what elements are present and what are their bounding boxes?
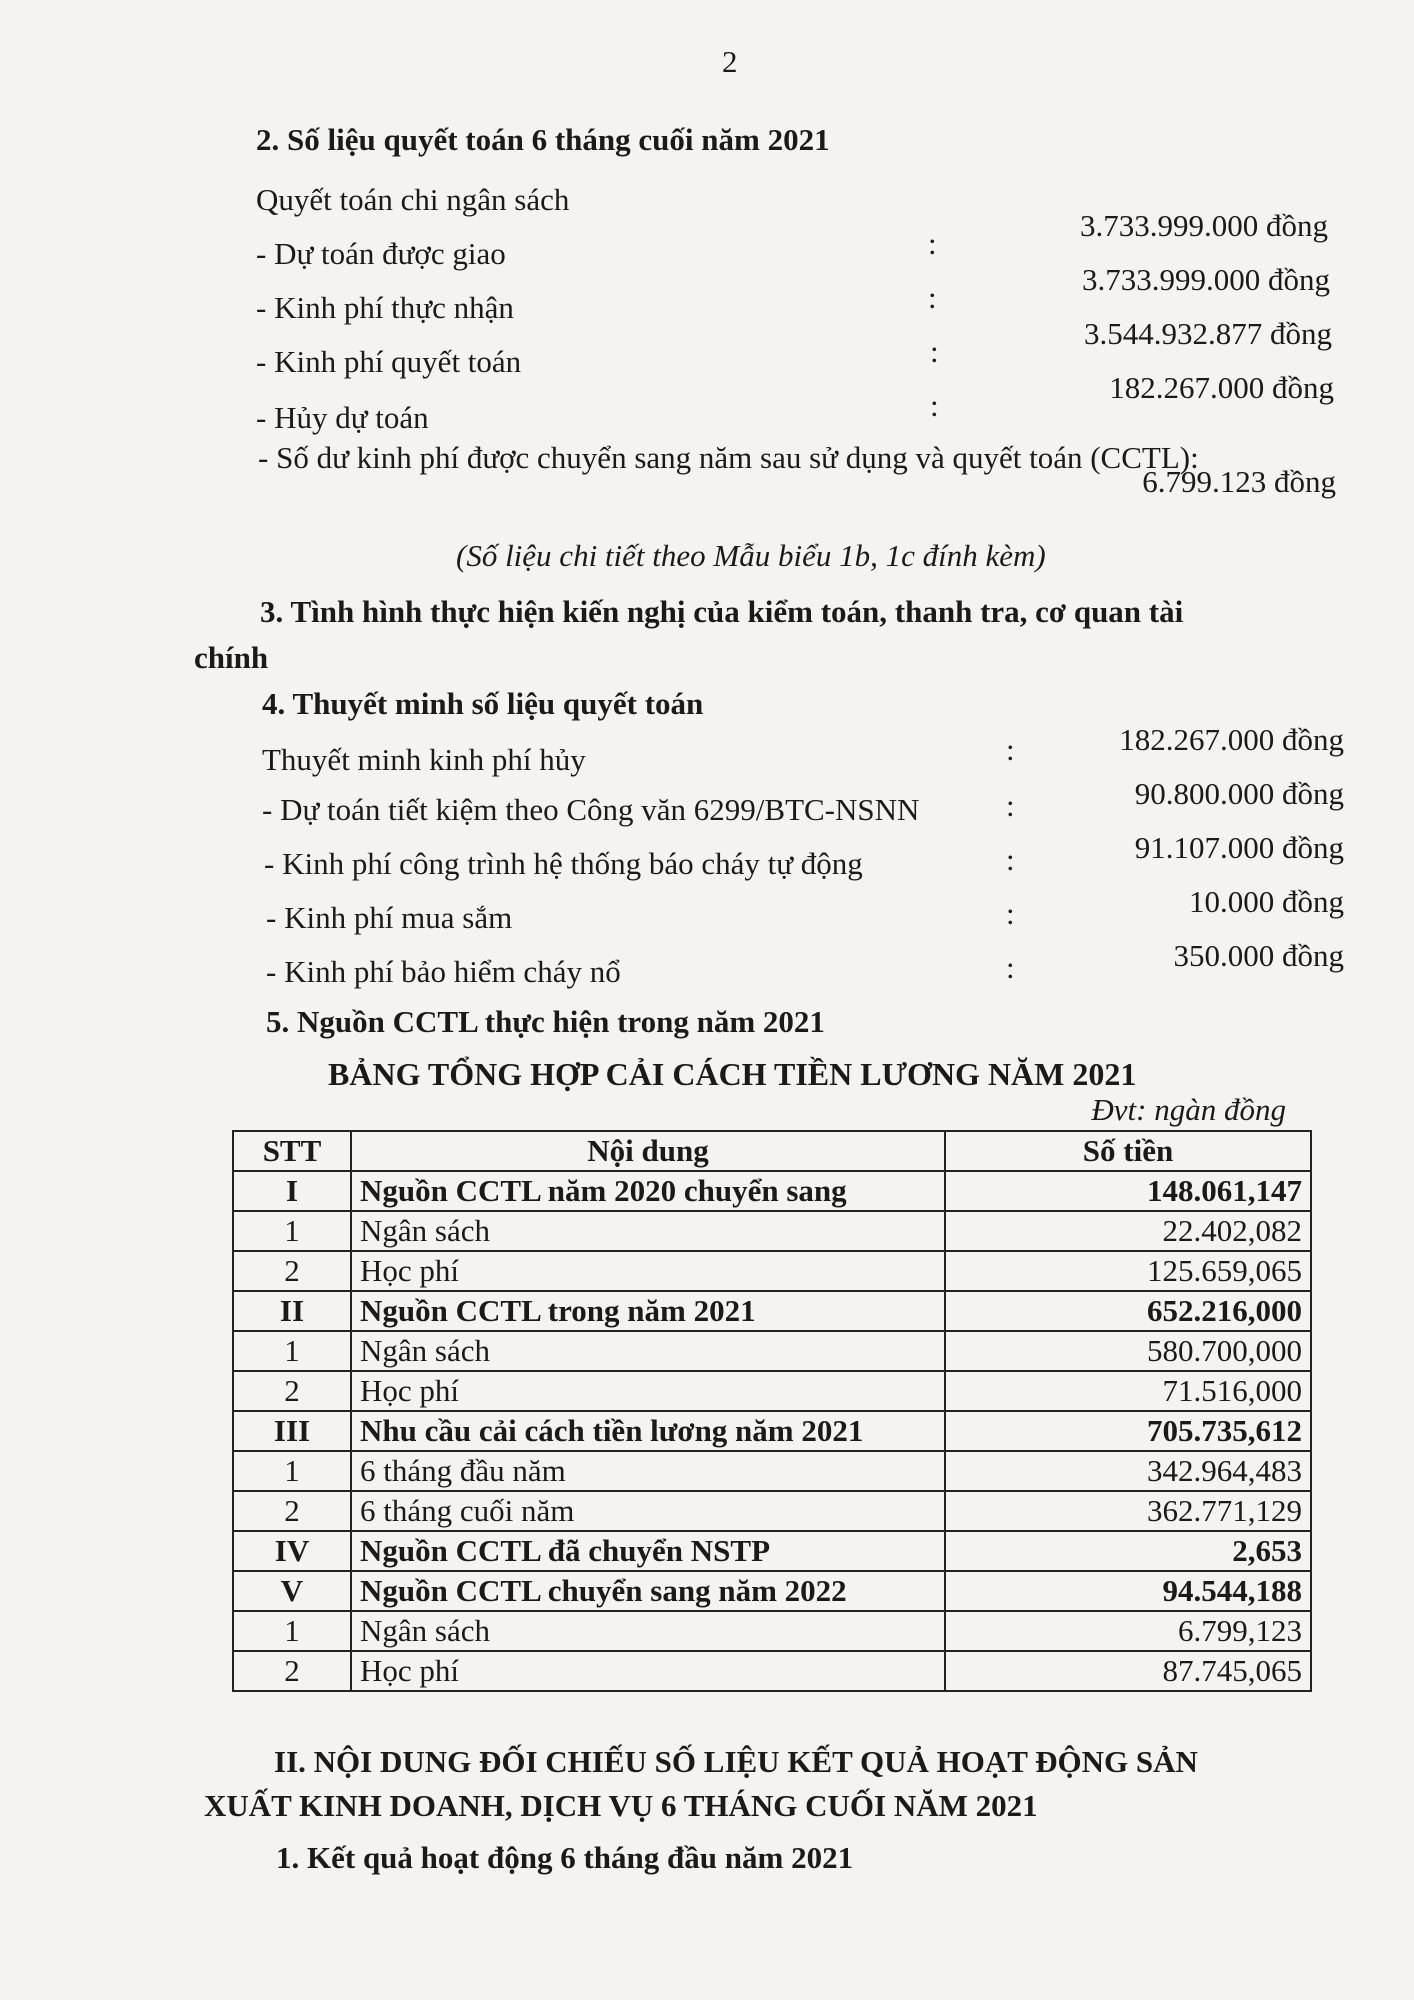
row-content: Học phí	[351, 1251, 945, 1291]
table-row	[233, 1371, 1311, 1411]
row-amount: 2,653	[945, 1531, 1311, 1571]
colon-separator: :	[930, 388, 939, 423]
explanation-row-amount: 91.107.000 đồng	[1134, 830, 1344, 865]
row-stt: 2	[233, 1371, 351, 1411]
row-stt: II	[233, 1291, 351, 1331]
carryover-amount: 6.799.123 đồng	[1142, 464, 1336, 499]
explanation-row-label: Thuyết minh kinh phí hủy	[262, 742, 586, 777]
row-content: Ngân sách	[351, 1211, 945, 1251]
colon-separator: :	[1006, 732, 1015, 767]
table-row	[233, 1251, 1311, 1291]
section-4-heading: 4. Thuyết minh số liệu quyết toán	[262, 686, 704, 721]
colon-separator: :	[930, 334, 939, 369]
row-amount: 705.735,612	[945, 1411, 1311, 1451]
section-3-heading: 3. Tình hình thực hiện kiến nghị của kiểm toán, thanh tra, cơ quan tài	[260, 594, 1184, 629]
header-content: Nội dung	[351, 1131, 945, 1171]
colon-separator: :	[928, 226, 937, 261]
header-stt: STT	[233, 1131, 351, 1171]
row-stt: V	[233, 1571, 351, 1611]
table-row	[233, 1611, 1311, 1651]
table-row	[233, 1571, 1311, 1611]
colon-separator: :	[1006, 842, 1015, 877]
table-row	[233, 1211, 1311, 1251]
colon-separator: :	[1006, 950, 1015, 985]
explanation-row-amount: 182.267.000 đồng	[1119, 722, 1344, 757]
budget-row-amount: 3.544.932.877 đồng	[1084, 316, 1332, 351]
budget-row-amount: 3.733.999.000 đồng	[1080, 208, 1328, 243]
row-stt: 1	[233, 1211, 351, 1251]
budget-row-label: - Kinh phí thực nhận	[256, 290, 514, 325]
part-2-heading: II. NỘI DUNG ĐỐI CHIẾU SỐ LIỆU KẾT QUẢ HOẠT ĐỘNG SẢN	[274, 1744, 1198, 1779]
explanation-row-label: - Dự toán tiết kiệm theo Công văn 6299/BTC-NSNN	[262, 792, 920, 827]
budget-row-label: - Dự toán được giao	[256, 236, 506, 271]
section-5-heading: 5. Nguồn CCTL thực hiện trong năm 2021	[266, 1004, 825, 1039]
table-header-row	[233, 1131, 1311, 1171]
budget-row-label: - Hủy dự toán	[256, 400, 429, 435]
explanation-row-label: - Kinh phí công trình hệ thống báo cháy tự động	[264, 846, 863, 881]
row-amount: 362.771,129	[945, 1491, 1311, 1531]
budget-row-amount: 3.733.999.000 đồng	[1082, 262, 1330, 297]
row-content: Ngân sách	[351, 1331, 945, 1371]
section-2-subheading: Quyết toán chi ngân sách	[256, 182, 570, 217]
salary-reform-summary-table	[232, 1130, 1312, 1692]
row-content: Nguồn CCTL chuyển sang năm 2022	[351, 1571, 945, 1611]
row-content: Nguồn CCTL đã chuyển NSTP	[351, 1531, 945, 1571]
row-stt: I	[233, 1171, 351, 1211]
row-content: Nhu cầu cải cách tiền lương năm 2021	[351, 1411, 945, 1451]
row-content: 6 tháng đầu năm	[351, 1451, 945, 1491]
explanation-row-amount: 10.000 đồng	[1189, 884, 1344, 919]
row-amount: 6.799,123	[945, 1611, 1311, 1651]
detail-note: (Số liệu chi tiết theo Mẫu biểu 1b, 1c đính kèm)	[456, 538, 1046, 573]
row-stt: IV	[233, 1531, 351, 1571]
row-amount: 94.544,188	[945, 1571, 1311, 1611]
table-row	[233, 1531, 1311, 1571]
row-stt: 2	[233, 1651, 351, 1691]
row-content: Ngân sách	[351, 1611, 945, 1651]
explanation-row-label: - Kinh phí bảo hiểm cháy nổ	[266, 954, 621, 989]
row-amount: 580.700,000	[945, 1331, 1311, 1371]
row-amount: 125.659,065	[945, 1251, 1311, 1291]
budget-row-amount: 182.267.000 đồng	[1109, 370, 1334, 405]
row-content: Học phí	[351, 1651, 945, 1691]
row-amount: 652.216,000	[945, 1291, 1311, 1331]
row-content: 6 tháng cuối năm	[351, 1491, 945, 1531]
row-content: Học phí	[351, 1371, 945, 1411]
explanation-row-label: - Kinh phí mua sắm	[266, 900, 513, 935]
row-stt: III	[233, 1411, 351, 1451]
section-3-heading-cont: chính	[194, 640, 269, 675]
table-row	[233, 1411, 1311, 1451]
table-title: BẢNG TỔNG HỢP CẢI CÁCH TIỀN LƯƠNG NĂM 2021	[328, 1056, 1137, 1092]
page-number: 2	[722, 44, 738, 79]
table-row	[233, 1491, 1311, 1531]
table-row	[233, 1331, 1311, 1371]
row-stt: 1	[233, 1611, 351, 1651]
table-row	[233, 1651, 1311, 1691]
part-2-heading-cont: XUẤT KINH DOANH, DỊCH VỤ 6 THÁNG CUỐI NĂM 2021	[204, 1788, 1038, 1823]
explanation-row-amount: 350.000 đồng	[1173, 938, 1344, 973]
unit-note: Đvt: ngàn đồng	[1091, 1092, 1286, 1127]
row-stt: 2	[233, 1251, 351, 1291]
section-2-heading: 2. Số liệu quyết toán 6 tháng cuối năm 2021	[256, 122, 830, 157]
row-amount: 148.061,147	[945, 1171, 1311, 1211]
row-stt: 2	[233, 1491, 351, 1531]
table-row	[233, 1171, 1311, 1211]
row-content: Nguồn CCTL trong năm 2021	[351, 1291, 945, 1331]
carryover-label: - Số dư kinh phí được chuyển sang năm sau sử dụng và quyết toán (CCTL):	[258, 440, 1199, 475]
table-row	[233, 1451, 1311, 1491]
row-amount: 22.402,082	[945, 1211, 1311, 1251]
colon-separator: :	[928, 280, 937, 315]
part-2-subheading: 1. Kết quả hoạt động 6 tháng đầu năm 2021	[276, 1840, 854, 1875]
row-stt: 1	[233, 1451, 351, 1491]
colon-separator: :	[1006, 788, 1015, 823]
budget-row-label: - Kinh phí quyết toán	[256, 344, 522, 379]
row-amount: 71.516,000	[945, 1371, 1311, 1411]
row-amount: 342.964,483	[945, 1451, 1311, 1491]
row-content: Nguồn CCTL năm 2020 chuyển sang	[351, 1171, 945, 1211]
explanation-row-amount: 90.800.000 đồng	[1134, 776, 1344, 811]
row-stt: 1	[233, 1331, 351, 1371]
row-amount: 87.745,065	[945, 1651, 1311, 1691]
table-row	[233, 1291, 1311, 1331]
header-amount: Số tiền	[945, 1131, 1311, 1171]
colon-separator: :	[1006, 896, 1015, 931]
